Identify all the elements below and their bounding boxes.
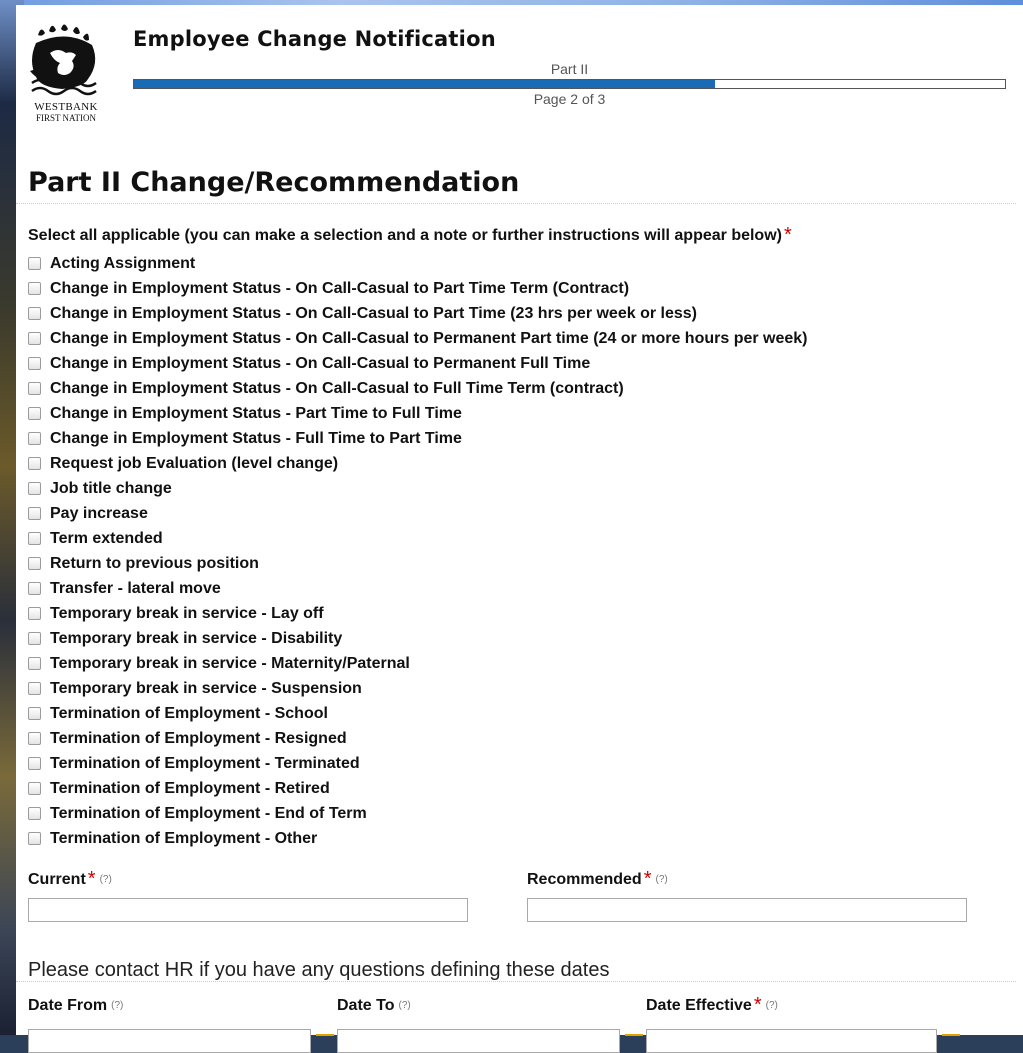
required-marker: * — [783, 224, 792, 246]
option-checkbox[interactable] — [28, 707, 41, 720]
logo-name-line2: FIRST NATION — [35, 113, 97, 123]
option-row[interactable] — [26, 526, 808, 551]
option-label[interactable]: Change in Employment Status - Full Time to Part Time — [50, 429, 462, 447]
section-title: Part II Change/Recommendation — [28, 167, 520, 198]
option-row[interactable] — [26, 351, 808, 376]
option-checkbox[interactable] — [28, 332, 41, 345]
option-label[interactable]: Change in Employment Status - On Call-Casual to Full Time Term (contract) — [50, 379, 624, 397]
required-marker: * — [643, 868, 652, 890]
option-checkbox[interactable] — [28, 257, 41, 270]
option-row[interactable] — [26, 376, 808, 401]
option-row[interactable] — [26, 476, 808, 501]
option-checkbox[interactable] — [28, 407, 41, 420]
help-icon[interactable]: (?) — [111, 1000, 124, 1012]
option-checkbox[interactable] — [28, 357, 41, 370]
current-label-text: Current — [28, 871, 86, 888]
recommended-input[interactable] — [527, 898, 967, 922]
option-row[interactable] — [26, 251, 808, 276]
option-row[interactable] — [26, 601, 808, 626]
option-checkbox[interactable] — [28, 657, 41, 670]
option-row[interactable] — [26, 276, 808, 301]
option-label[interactable]: Temporary break in service - Lay off — [50, 604, 324, 622]
current-input[interactable] — [28, 898, 468, 922]
option-checkbox[interactable] — [28, 782, 41, 795]
help-icon[interactable]: (?) — [655, 874, 668, 886]
option-row[interactable] — [26, 301, 808, 326]
option-row[interactable] — [26, 576, 808, 601]
option-checkbox[interactable] — [28, 632, 41, 645]
option-row[interactable] — [26, 726, 808, 751]
date-effective-label — [646, 994, 778, 1020]
option-checkbox[interactable] — [28, 307, 41, 320]
option-checkbox[interactable] — [28, 282, 41, 295]
help-icon[interactable]: (?) — [398, 1000, 411, 1012]
option-label[interactable]: Acting Assignment — [50, 254, 196, 272]
calendar-icon[interactable] — [316, 1032, 334, 1038]
option-label[interactable]: Temporary break in service - Disability — [50, 629, 343, 647]
option-checkbox[interactable] — [28, 457, 41, 470]
option-checkbox[interactable] — [28, 757, 41, 770]
selection-question — [28, 224, 792, 250]
option-label[interactable]: Termination of Employment - Terminated — [50, 754, 360, 772]
progress-bar-fill — [134, 80, 715, 88]
form-sheet — [16, 5, 1023, 1035]
option-checkbox[interactable] — [28, 482, 41, 495]
option-label[interactable]: Transfer - lateral move — [50, 579, 221, 597]
option-row[interactable] — [26, 451, 808, 476]
option-row[interactable] — [26, 326, 808, 351]
option-label[interactable]: Return to previous position — [50, 554, 259, 572]
option-checkbox[interactable] — [28, 507, 41, 520]
required-marker: * — [87, 868, 96, 890]
dates-note: Please contact HR if you have any questions defining these dates — [28, 959, 610, 981]
option-checkbox[interactable] — [28, 582, 41, 595]
option-label[interactable]: Change in Employment Status - On Call-Casual to Part Time (23 hrs per week or less) — [50, 304, 697, 322]
progress-label: Part II — [550, 61, 589, 77]
current-field-label — [28, 868, 112, 894]
option-row[interactable] — [26, 751, 808, 776]
option-label[interactable]: Termination of Employment - Resigned — [50, 729, 347, 747]
required-marker: * — [753, 994, 762, 1016]
westbank-logo — [28, 21, 104, 129]
option-checkbox[interactable] — [28, 807, 41, 820]
option-checkbox[interactable] — [28, 832, 41, 845]
option-label[interactable]: Temporary break in service - Maternity/Paternal — [50, 654, 410, 672]
option-label[interactable]: Temporary break in service - Suspension — [50, 679, 362, 697]
option-checkbox[interactable] — [28, 607, 41, 620]
option-row[interactable] — [26, 676, 808, 701]
recommended-label-text: Recommended — [527, 871, 642, 888]
option-checkbox[interactable] — [28, 532, 41, 545]
dates-divider — [16, 981, 1016, 982]
option-row[interactable] — [26, 651, 808, 676]
option-checkbox[interactable] — [28, 557, 41, 570]
help-icon[interactable]: (?) — [765, 1000, 778, 1012]
date-effective-input[interactable] — [646, 1029, 937, 1053]
date-to-label-text: Date To — [337, 997, 395, 1014]
option-label[interactable]: Change in Employment Status - Part Time to Full Time — [50, 404, 462, 422]
option-label[interactable]: Change in Employment Status - On Call-Casual to Permanent Part time (24 or more hours per week) — [50, 329, 808, 347]
date-to-label — [337, 997, 411, 1015]
date-from-label — [28, 997, 123, 1015]
help-icon[interactable]: (?) — [99, 874, 112, 886]
form-title: Employee Change Notification — [133, 27, 496, 51]
option-row[interactable] — [26, 701, 808, 726]
question-label: Select all applicable (you can make a selection and a note or further instructions will appear below) — [28, 227, 782, 244]
calendar-icon[interactable] — [942, 1032, 960, 1038]
option-label[interactable]: Termination of Employment - School — [50, 704, 328, 722]
option-row[interactable] — [26, 826, 808, 851]
option-checkbox[interactable] — [28, 682, 41, 695]
recommended-field-label — [527, 868, 668, 894]
date-effective-label-text: Date Effective — [646, 997, 752, 1014]
option-checkbox[interactable] — [28, 382, 41, 395]
option-checkbox[interactable] — [28, 432, 41, 445]
page-indicator: Page 2 of 3 — [533, 91, 606, 107]
date-from-label-text: Date From — [28, 997, 108, 1014]
date-to-input[interactable] — [337, 1029, 620, 1053]
option-row[interactable] — [26, 426, 808, 451]
option-row[interactable] — [26, 551, 808, 576]
option-row[interactable] — [26, 626, 808, 651]
option-label[interactable]: Change in Employment Status - On Call-Casual to Part Time Term (Contract) — [50, 279, 630, 297]
option-label[interactable]: Request job Evaluation (level change) — [50, 454, 339, 472]
option-label[interactable]: Term extended — [50, 529, 163, 547]
calendar-icon[interactable] — [625, 1032, 643, 1038]
change-options-list — [26, 251, 808, 851]
progress-bar — [133, 79, 1006, 89]
option-label[interactable]: Termination of Employment - Retired — [50, 779, 330, 797]
logo-name-line1: WESTBANK — [34, 101, 98, 113]
section-divider — [16, 203, 1016, 204]
option-row[interactable] — [26, 776, 808, 801]
option-row[interactable] — [26, 501, 808, 526]
option-label[interactable]: Termination of Employment - Other — [50, 829, 318, 847]
option-label[interactable]: Pay increase — [50, 504, 148, 522]
option-checkbox[interactable] — [28, 732, 41, 745]
option-label[interactable]: Job title change — [50, 479, 172, 497]
date-from-input[interactable] — [28, 1029, 311, 1053]
option-label[interactable]: Change in Employment Status - On Call-Casual to Permanent Full Time — [50, 354, 591, 372]
option-row[interactable] — [26, 801, 808, 826]
bear-paw-icon — [28, 21, 104, 101]
option-label[interactable]: Termination of Employment - End of Term — [50, 804, 367, 822]
option-row[interactable] — [26, 401, 808, 426]
